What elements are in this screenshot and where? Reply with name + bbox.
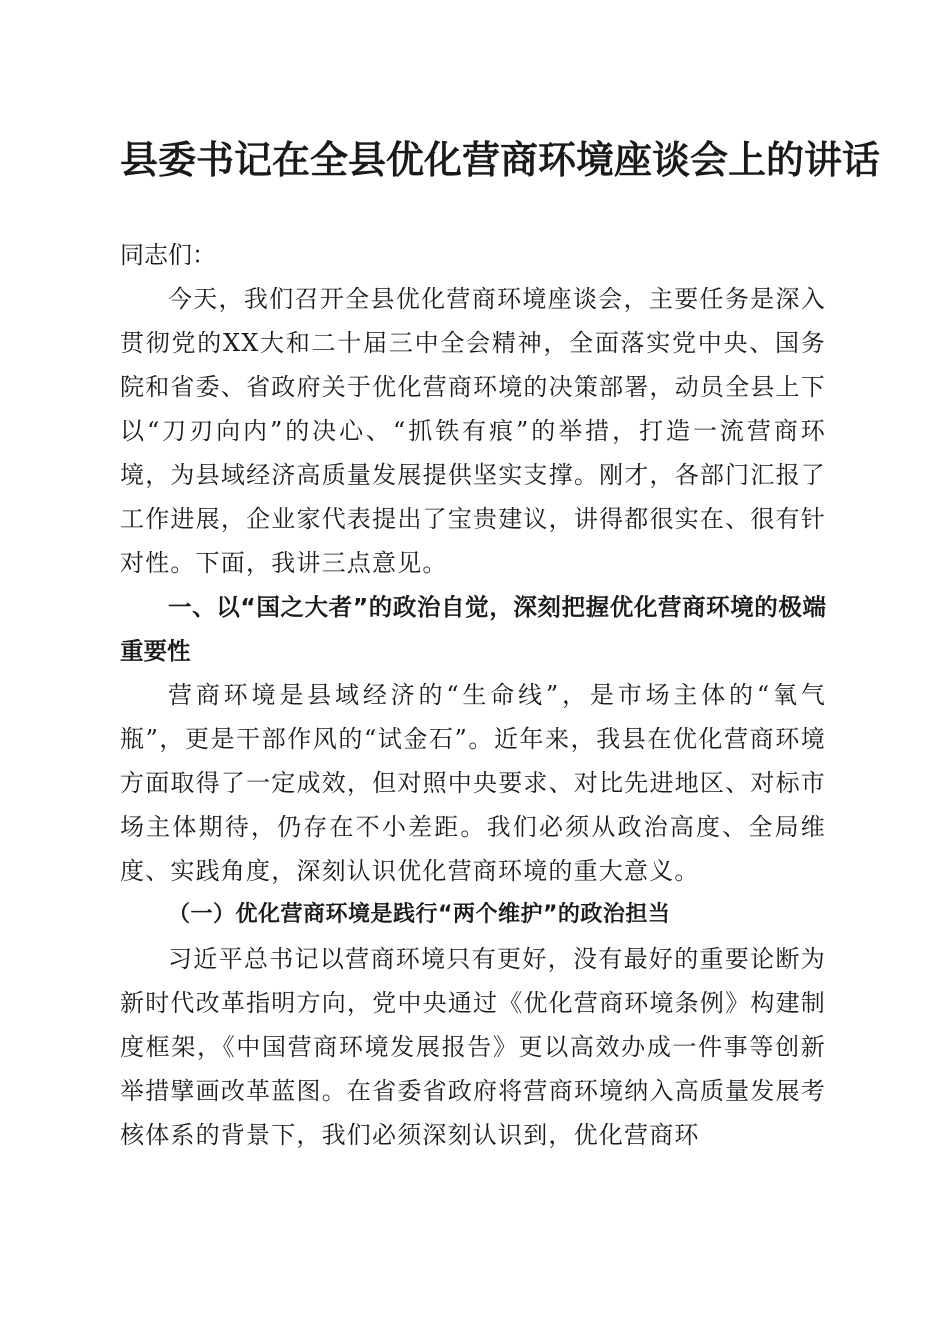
salutation: 同志们： (120, 241, 216, 269)
subsection-1-paragraph: 习近平总书记以营商环境只有更好，没有最好的重要论断为新时代改革指明方向，党中央通过《优化营商环境条例》构建制度框架，《中国营商环境发展报告》更以高效办成一件事等创新举措擘画改革蓝图。在省委省政府将营商环境纳入高质量发展考核体系的背景下，我们必须深刻认识到，优化营商环 (120, 945, 826, 1149)
document-title: 县委书记在全县优化营商环境座谈会上的讲话 (120, 138, 881, 182)
subsection-1-heading: （一）优化营商环境是践行“两个维护”的政治担当 (168, 902, 671, 927)
document-page (120, 134, 881, 1157)
section-1-heading: 一、以“国之大者”的政治自觉，深刻把握优化营商环境的极端重要性 (120, 593, 826, 665)
intro-paragraph: 今天，我们召开全县优化营商环境座谈会，主要任务是深入贯彻党的XX大和二十届三中全会精神，全面落实党中央、国务院和省委、省政府关于优化营商环境的决策部署，动员全县上下以“刀刃向内”的决心、“抓铁有痕”的举措，打造一流营商环境，为县域经济高质量发展提供坚实支撑。刚才，各部门汇报了工作进展，企业家代表提出了宝贵建议，讲得都很实在、很有针对性。下面，我讲三点意见。 (120, 285, 826, 577)
section-1-paragraph: 营商环境是县域经济的“生命线”，是市场主体的“氧气瓶”，更是干部作风的“试金石”。近年来，我县在优化营商环境方面取得了一定成效，但对照中央要求、对比先进地区、对标市场主体期待，仍存在不小差距。我们必须从政治高度、全局维度、实践角度，深刻认识优化营商环境的重大意义。 (120, 681, 826, 885)
